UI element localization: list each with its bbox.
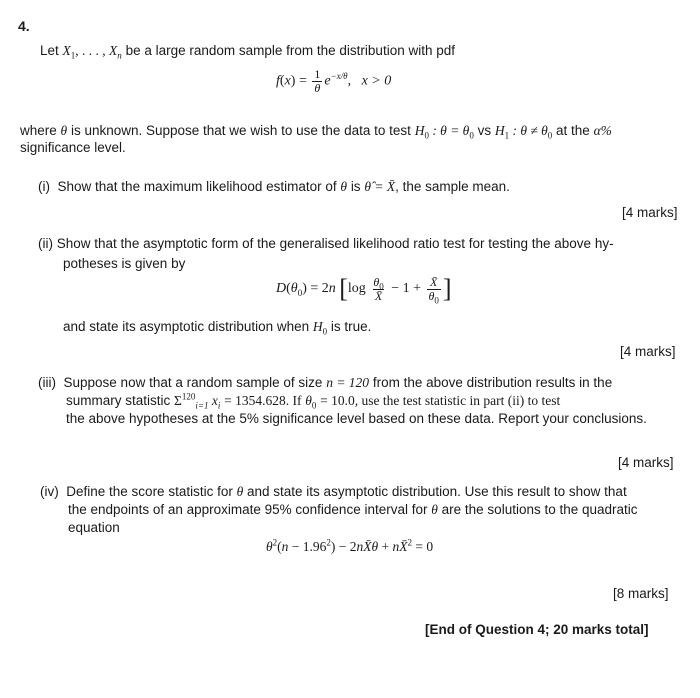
part-i-marks: [4 marks] — [622, 205, 678, 220]
part-iv-line2: the endpoints of an approximate 95% confidence interval for θ are the solutions to the quadratic — [68, 502, 638, 517]
part-iii-marks: [4 marks] — [618, 455, 674, 470]
significance-line: significance level. — [20, 140, 126, 155]
part-i-text: (i) Show that the maximum likelihood estimator of θ is θ̂ = X̄, the sample mean. — [38, 179, 510, 194]
part-ii-marks: [4 marks] — [620, 344, 676, 359]
pdf-formula: f(x) = $\frac{1}{\theta}$ $e^{-x/\theta}$, x > 0 — [276, 67, 392, 95]
part-iv-line3: equation — [68, 520, 120, 535]
part-iii-line3: the above hypotheses at the 5% significance level based on these data. Report your conclusions. — [66, 411, 647, 426]
part-iii-line2: summary statistic $\Sigma^{120}_{i=1}$ $x_i = 1354.628$. If $\theta_0 = 10.0$, use the test statistic in part (ii) to test — [66, 391, 561, 411]
part-ii-line2: potheses is given by — [63, 256, 186, 271]
end-of-question-note: [End of Question 4; 20 marks total] — [425, 622, 649, 637]
quadratic-equation: $\theta^2(n - 1.96^2)$ − 2nX̄θ + nX̄$^2$ = 0 — [266, 537, 434, 554]
part-iii-line1: (iii) Suppose now that a random sample of size n = 120 from the above distribution results in the — [38, 375, 613, 390]
part-ii-line3: and state its asymptotic distribution when $H_0$ is true. — [63, 319, 372, 337]
glrt-formula: $D(\theta_0) = 2n$ [log $\frac{\theta_0}{X̄}$ − 1 + $\frac{X̄}{\theta_0}$ ] — [276, 274, 452, 305]
part-iv-line1: (iv) Define the score statistic for θ and state its asymptotic distribution. Use this result to show that — [40, 484, 627, 499]
hypothesis-line: where θ is unknown. Suppose that we wish to use the data to test $H_0$ : $\theta = \theta_0$ vs $H_1$ : $\theta \ne \theta_0$ at the α% — [20, 123, 612, 141]
intro-line: Let $X_1$, . . . , $X_n$ be a large random sample from the distribution with pdf — [40, 43, 455, 61]
part-iv-marks: [8 marks] — [613, 586, 669, 601]
part-ii-line1: (ii) Show that the asymptotic form of the generalised likelihood ratio test for testing the above hy- — [38, 236, 614, 251]
question-number: 4. — [18, 18, 30, 34]
